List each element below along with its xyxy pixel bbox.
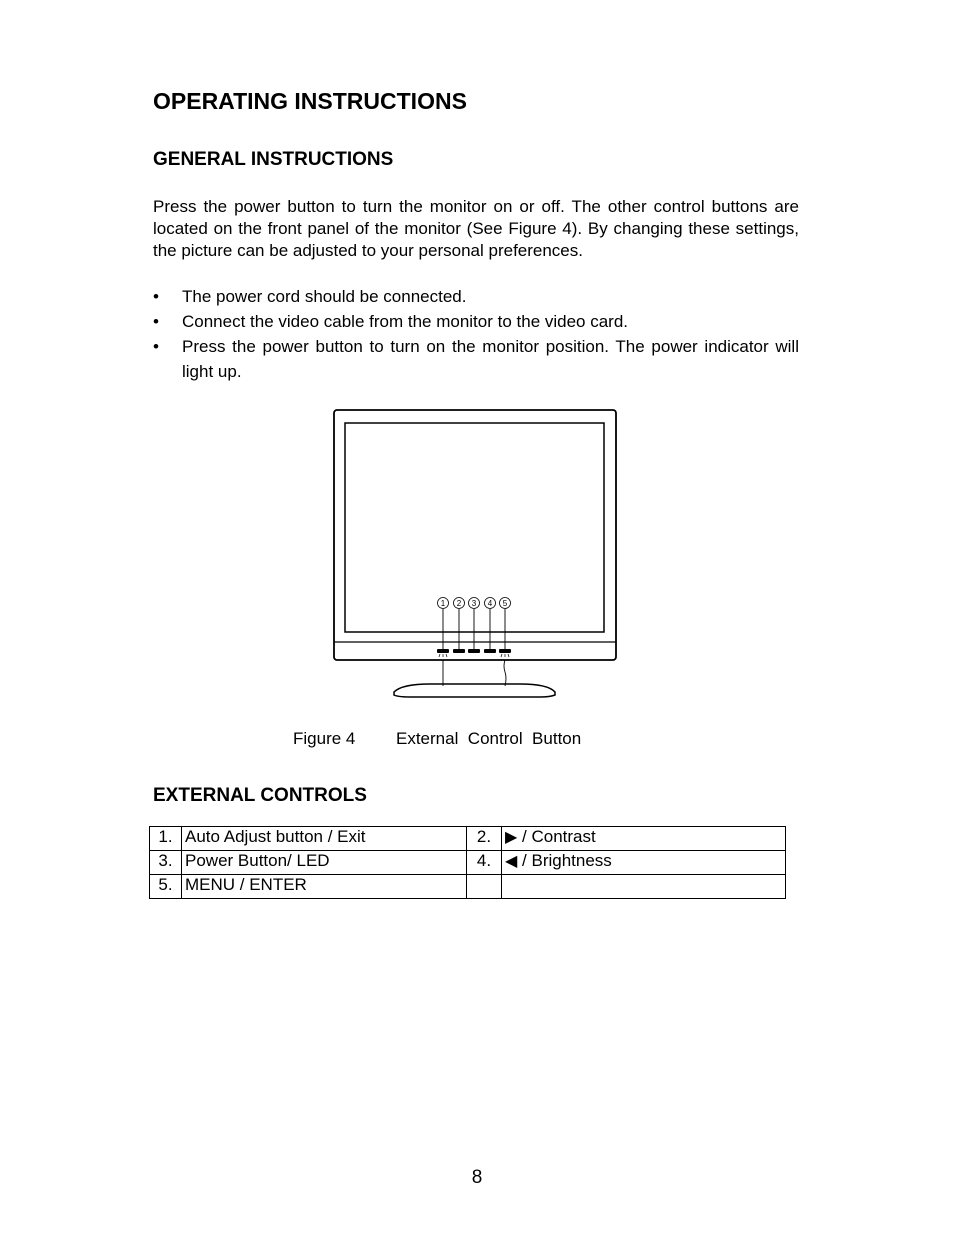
monitor-illustration	[330, 405, 620, 705]
button-ticks	[439, 654, 509, 657]
monitor-stand	[394, 684, 555, 697]
control-label: Auto Adjust button / Exit	[182, 827, 467, 851]
control-label-cell	[502, 851, 786, 875]
control-number: 3.	[150, 851, 182, 875]
figure-caption: External Control Button	[396, 729, 582, 748]
control-label-cell	[502, 827, 786, 851]
button-number: 2	[456, 599, 462, 608]
button-5-marker	[500, 598, 511, 609]
button-number: 3	[471, 599, 477, 608]
right-arrow-icon: ▶	[505, 829, 518, 846]
bullet-icon: •	[153, 312, 159, 331]
general-paragraph: Press the power button to turn the monitor on or off. The other control buttons are located on the front panel of the monitor (See Figure 4). By changing these settings, the picture can be adjusted to your personal preferences.	[153, 197, 799, 260]
control-label: / Contrast	[517, 827, 596, 846]
list-item	[153, 334, 799, 384]
table-row	[150, 875, 786, 899]
list-item	[153, 284, 799, 309]
front-buttons	[437, 649, 511, 653]
list-item	[153, 309, 799, 334]
control-number: 5.	[150, 875, 182, 899]
bullet-text: The power cord should be connected.	[182, 287, 467, 306]
left-arrow-icon: ◀	[505, 853, 518, 870]
control-number: 1.	[150, 827, 182, 851]
button-callouts	[443, 609, 505, 650]
page-title: OPERATING INSTRUCTIONS	[153, 88, 467, 114]
bullet-list	[153, 284, 799, 384]
bullet-icon: •	[153, 287, 159, 306]
control-label: Power Button/ LED	[182, 851, 467, 875]
table-row	[150, 827, 786, 851]
page-number: 8	[471, 1167, 483, 1188]
control-label: MENU / ENTER	[182, 875, 467, 899]
control-number	[467, 875, 502, 899]
control-number: 2.	[467, 827, 502, 851]
button-number: 5	[502, 599, 508, 608]
button-1-marker	[438, 598, 449, 609]
control-label: / Brightness	[517, 851, 612, 870]
control-label-cell	[502, 875, 786, 899]
button-number: 4	[487, 599, 493, 608]
external-controls-heading: EXTERNAL CONTROLS	[153, 785, 367, 806]
bullet-icon: •	[153, 337, 159, 356]
button-2-marker	[454, 598, 465, 609]
button-numbers	[438, 598, 511, 609]
button-number: 1	[440, 599, 446, 608]
monitor-neck	[443, 660, 506, 686]
bullet-text: Press the power button to turn on the monitor position. The power indicator will light up.	[182, 337, 799, 381]
controls-table	[149, 826, 786, 899]
monitor-bezel	[334, 410, 616, 660]
general-instructions-heading: GENERAL INSTRUCTIONS	[153, 149, 394, 170]
button-3-marker	[469, 598, 480, 609]
button-4-marker	[485, 598, 496, 609]
table-row	[150, 851, 786, 875]
control-number: 4.	[467, 851, 502, 875]
bullet-text: Connect the video cable from the monitor to the video card.	[182, 312, 629, 331]
figure-label: Figure 4	[293, 729, 356, 748]
